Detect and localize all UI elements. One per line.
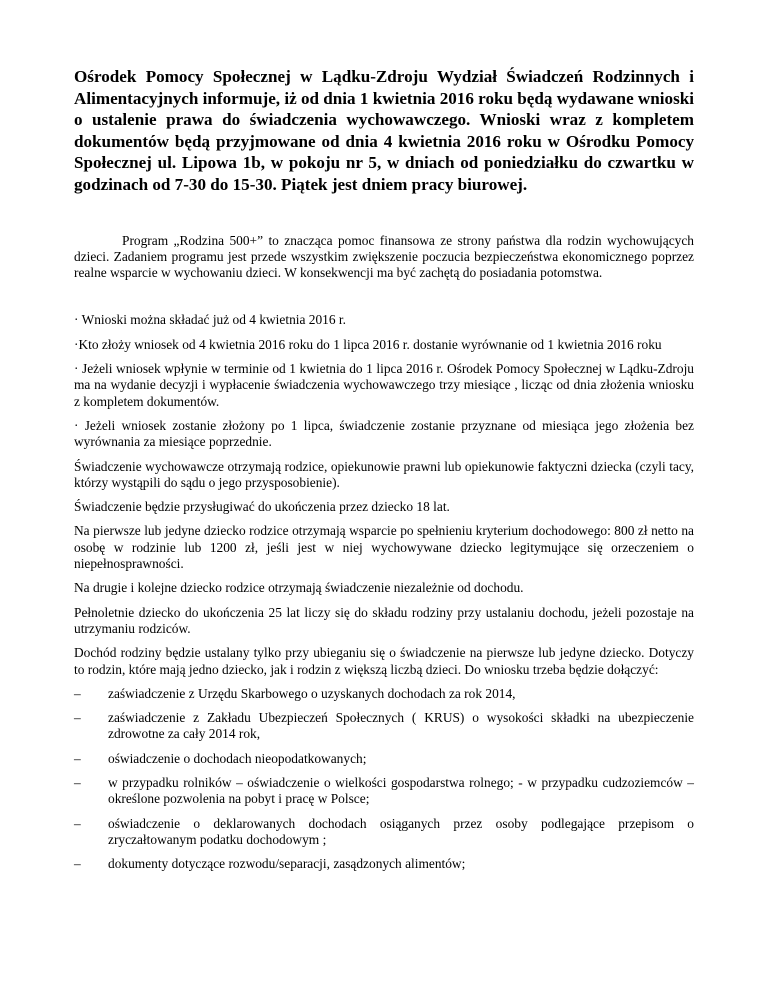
list-dash: – [74,685,81,701]
list-item-text: dokumenty dotyczące rozwodu/separacji, zasądzonych alimentów; [108,856,466,872]
list-item [74,686,694,702]
paragraph-second-child: Na drugie i kolejne dziecko rodzice otrzymają świadczenie niezależnie od dochodu. [74,580,524,596]
list-dash: – [74,815,81,831]
paragraph-back-pay: ·Kto złoży wniosek od 4 kwietnia 2016 roku do 1 lipca 2016 r. dostanie wyrównanie od 1 kwietnia 2016 roku [74,336,662,352]
list-dash: – [74,774,81,790]
paragraph-income-documents: Dochód rodziny będzie ustalany tylko przy ubieganiu się o świadczenie na pierwsze lub jedyne dziecko. Dotyczy to rodzin, które mają jedno dziecko, jak i rodzin z większą liczbą dzieci. Do wniosku trzeba będzie dołączyć: [74,645,694,677]
list-item-text: oświadczenie o deklarowanych dochodach osiąganych przez osoby podlegające przepisom o zryczałtowanym podatku dochodowym ; [108,815,694,847]
paragraph-age-limit: Świadczenie będzie przysługiwać do ukończenia przez dziecko 18 lat. [74,499,450,515]
announcement-heading: Ośrodek Pomocy Społecznej w Lądku-Zdroju Wydział Świadczeń Rodzinnych i Alimentacyjnych informuje, iż od dnia 1 kwietnia 2016 roku będą wydawane wnioski o ustalenie prawa do świadczenia wychowawczego. Wnioski wraz z kompletem dokumentów będą przyjmowane od dnia 4 kwietnia 2016 roku w Ośrodku Pomocy Społecznej ul. Lipowa 1b, w pokoju nr 5, w dniach od poniedziałku do czwartku w godzinach od 7-30 do 15-30. Piątek jest dniem pracy biurowej. [74,67,694,194]
list-item [74,710,694,743]
list-dash: – [74,750,81,766]
list-item [74,856,694,872]
paragraph-income-criterion: Na pierwsze lub jedyne dziecko rodzice otrzymają wsparcie po spełnieniu kryterium dochodowego: 800 zł netto na osobę w rodzinie lub 1200 zł, jeśli jest w niej wychowywane dziecko legitymujące się orzeczeniem o niepełnosprawności. [74,523,694,572]
paragraph-late-application: · Jeżeli wniosek zostanie złożony po 1 lipca, świadczenie zostanie przyznane od miesiąca jego złożenia bez wyrównania za miesiące poprzednie. [74,417,694,450]
list-item-text: w przypadku rolników – oświadczenie o wielkości gospodarstwa rolnego; - w przypadku cudzoziemców – określone pozwolenia na pobyt i pracę w Polsce; [108,774,694,807]
document-page [74,66,694,880]
paragraph-application-start: · Wnioski można składać już od 4 kwietnia 2016 r. [74,312,346,328]
list-item-text: zaświadczenie z Zakładu Ubezpieczeń Społecznych ( KRUS) o wysokości składki na ubezpieczenie zdrowotne za cały 2014 rok, [108,710,694,742]
list-item-text: oświadczenie o dochodach nieopodatkowanych; [108,750,367,766]
list-item [74,751,694,767]
list-item-text: zaświadczenie z Urzędu Skarbowego o uzyskanych dochodach za rok 2014, [108,685,516,701]
list-dash: – [74,856,81,872]
list-item [74,775,694,808]
paragraph-decision-deadline: · Jeżeli wniosek wpłynie w terminie od 1 kwietnia do 1 lipca 2016 r. Ośrodek Pomocy Społecznej w Lądku-Zdroju ma na wydanie decyzji i wypłacenie świadczenia wychowawczego trzy miesiące , licząc od dnia złożenia wniosku z kompletem dokumentów. [74,361,694,409]
paragraph-eligible-persons: Świadczenie wychowawcze otrzymają rodzice, opiekunowie prawni lub opiekunowie faktyczni dziecka (czyli tacy, którzy wystąpili do sądu o jego przysposobienie). [74,458,694,490]
program-intro-paragraph: Program „Rodzina 500+” to znacząca pomoc finansowa ze strony państwa dla rodzin wychowujących dzieci. Zadaniem programu jest przede wszystkim zwiększenie poczucia bezpieczeństwa ekonomicznego poprzez realne wsparcie w wychowaniu dzieci. W konsekwencji ma być zachętą do posiadania potomstwa. [74,232,694,281]
list-item [74,816,694,849]
required-documents-list [74,686,694,873]
paragraph-adult-child: Pełnoletnie dziecko do ukończenia 25 lat liczy się do składu rodziny przy ustalaniu dochodu, jeżeli pozostaje na utrzymaniu rodziców. [74,604,694,636]
list-dash: – [74,710,81,726]
